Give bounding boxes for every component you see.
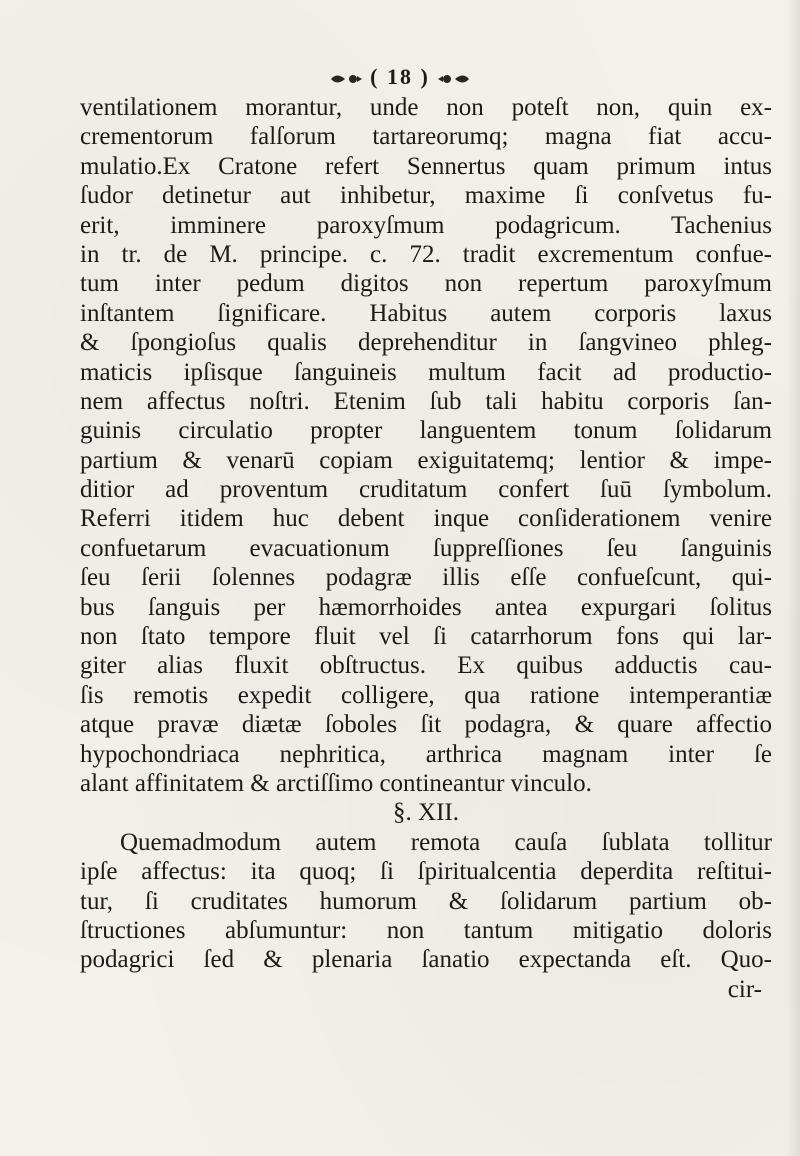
text-line: partium & venarū copiam exiguitatemq; lentior & impe- <box>80 446 772 474</box>
text-line: mulatio.Ex Cratone refert Sennertus quam primum intus <box>80 152 772 180</box>
text-line: tum inter pedum digitos non repertum paroxyſmum <box>80 270 772 298</box>
text-line: hypochondriaca nephritica, arthrica magnam inter ſe <box>80 740 772 768</box>
text-line: & ſpongioſus qualis deprehenditur in ſangvineo phleg- <box>80 329 772 357</box>
text-line: maticis ipſisque ſanguineis multum facit ad productio- <box>80 358 772 386</box>
left-ornament-icon <box>329 72 363 86</box>
body-text <box>80 93 772 1004</box>
text-line: ventilationem morantur, unde non poteſt non, quin ex- <box>80 94 772 121</box>
catchword: cir- <box>727 975 762 1003</box>
text-line: ſtructiones abſumuntur: non tantum mitigatio doloris <box>80 916 772 944</box>
page-header <box>0 64 800 90</box>
text-line: tur, ſi cruditates humorum & ſolidarum partium ob- <box>80 887 772 915</box>
text-line: non ſtato tempore fluit vel ſi catarrhorum fons qui lar- <box>80 623 772 651</box>
text-line: ſeu ſerii ſolennes podagræ illis eſſe confueſcunt, qui- <box>80 564 772 592</box>
text-line: ſis remotis expedit colligere, qua ratione intemperantiæ <box>80 681 772 709</box>
text-line: ſudor detinetur aut inhibetur, maxime ſi conſvetus fu- <box>80 182 772 210</box>
section-heading: §. XII. <box>393 799 459 827</box>
text-line: nem affectus noſtri. Etenim ſub tali habitu corporis ſan- <box>80 387 772 415</box>
text-line: podagrici ſed & plenaria ſanatio expectanda eſt. Quo- <box>80 946 772 974</box>
text-line: bus ſanguis per hæmorrhoides antea expurgari ſolitus <box>80 593 772 621</box>
text-line: giter alias fluxit obſtructus. Ex quibus adductis cau- <box>80 652 772 680</box>
right-ornament-icon <box>437 72 471 86</box>
text-line: alant affinitatem & arctiſſimo contineantur vinculo. <box>80 769 592 797</box>
text-line: atque pravæ diætæ ſoboles ſit podagra, & quare affectio <box>80 711 772 739</box>
text-line: inſtantem ſignificare. Habitus autem corporis laxus <box>80 299 772 327</box>
text-line: crementorum falſorum tartareorumq; magna fiat accu- <box>80 123 772 151</box>
text-line: guinis circulatio propter languentem tonum ſolidarum <box>80 417 772 445</box>
text-line: ditior ad proventum cruditatum confert ſuū ſymbolum. <box>80 476 772 504</box>
page-number: ( 18 ) <box>370 64 430 89</box>
text-line: erit, imminere paroxyſmum podagricum. Tachenius <box>80 211 772 239</box>
text-line: ipſe affectus: ita quoq; ſi ſpiritualcentia deperdita reſtitui- <box>80 858 772 886</box>
page-edge-shadow <box>786 0 800 1156</box>
text-line: Quemadmodum autem remota cauſa ſublata tollitur <box>120 828 772 856</box>
text-line: Referri itidem huc debent inque conſiderationem venire <box>80 505 772 533</box>
text-line: in tr. de M. principe. c. 72. tradit excrementum confue- <box>80 240 772 268</box>
text-line: confuetarum evacuationum ſuppreſſiones ſeu ſanguinis <box>80 534 772 562</box>
